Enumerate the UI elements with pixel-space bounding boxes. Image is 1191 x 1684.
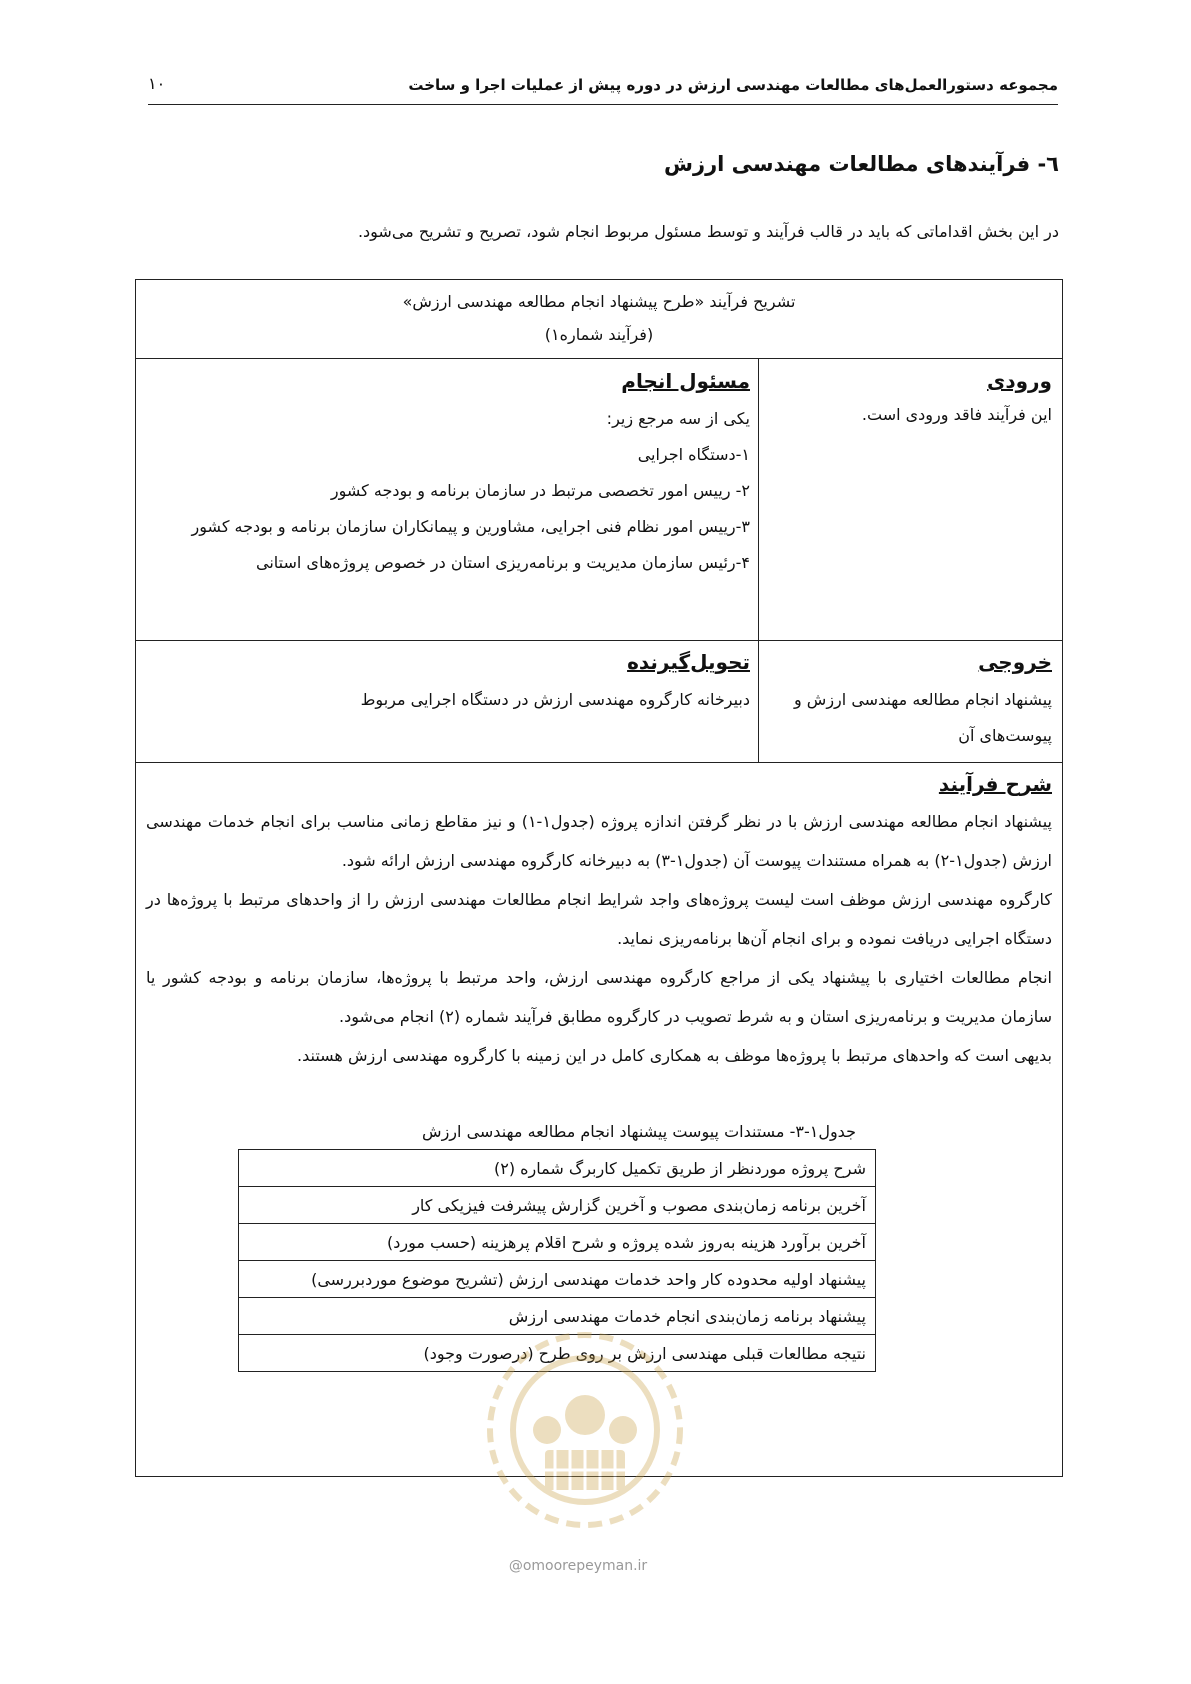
output-cell [767,642,1052,754]
process-caption-number: (فرآیند شماره۱) [544,325,654,344]
description-paragraph: پیشنهاد انجام مطالعه مهندسی ارزش با در نظر گرفتن اندازه پروژه (جدول۱-۱) و نیز مقاطع زمانی مناسب برای انجام خدمات مهندسی ارزش (جدول۱-۲) به همراه مستندات پیوست آن (جدول۱-۳) به دبیرخانه کارگروه مهندسی ارزش ارائه شود. [146,812,1052,870]
watermark-text: @omoorepeyman.ir [508,1558,648,1574]
process-caption-title: تشریح فرآیند «طرح پیشنهاد انجام مطالعه مهندسی ارزش» [402,292,796,311]
recipient-label: تحویل‌گیرنده [627,650,750,674]
section-intro: در این بخش اقداماتی که باید در قالب فرآیند و توسط مسئول مربوط انجام شود، تصریح و تشریح می‌شود. [357,222,1059,241]
table-cell: آخرین برآورد هزینه به‌روز شده پروژه و شرح اقلام پرهزینه (حسب مورد) [239,1224,876,1261]
output-text: پیشنهاد انجام مطالعه مهندسی ارزش و پیوست‌های آن [793,690,1052,745]
table-cell: پیشنهاد برنامه زمان‌بندی انجام خدمات مهندسی ارزش [239,1298,876,1335]
description-cell [146,766,1052,1075]
page-number: ۱۰ [148,74,166,93]
responsible-line: یکی از سه مرجع زیر: [606,409,750,428]
output-label: خروجی [978,650,1052,674]
responsible-line: ۴-رئیس سازمان مدیریت و برنامه‌ریزی استان در خصوص پروژه‌های استانی [255,553,750,572]
description-paragraph: انجام مطالعات اختیاری با پیشنهاد یکی از مراجع کارگروه مهندسی ارزش، واحد مرتبط با پروژه‌ها، سازمان برنامه و بودجه کشور یا سازمان مدیریت و برنامه‌ریزی استان و به شرط تصویب در کارگروه مطابق فرآیند شماره (۲) انجام می‌شود. [146,968,1052,1026]
table-row [239,1224,876,1261]
table-cell: شرح پروژه موردنظر از طریق تکمیل کاربرگ شماره (۲) [239,1150,876,1187]
column-divider [758,640,759,762]
table-row [239,1187,876,1224]
output-recipient-row [136,640,1062,763]
table-cell: نتیجه مطالعات قبلی مهندسی ارزش بر روی طرح (درصورت وجود) [239,1335,876,1372]
responsible-line: ۲- رییس امور تخصصی مرتبط در سازمان برنامه و بودجه کشور [330,481,750,500]
section-title: ٦- فرآیندهای مطالعات مهندسی ارزش [664,152,1059,176]
responsible-line: ۳-رییس امور نظام فنی اجرایی، مشاورین و پیمانکاران سازمان برنامه و بودجه کشور [191,517,750,536]
process-caption [136,280,1062,359]
input-cell [767,361,1052,429]
description-label: شرح فرآیند [938,772,1052,796]
input-text: این فرآیند فاقد ورودی است. [861,405,1052,424]
responsible-label: مسئول انجام [621,369,750,393]
page-header [148,68,1058,105]
table-row [239,1261,876,1298]
column-divider [758,359,759,640]
recipient-cell [146,642,750,718]
input-responsible-row [136,359,1062,641]
watermark-logo-icon [475,1320,695,1540]
input-label: ورودی [987,369,1052,393]
process-table [135,279,1063,1477]
responsible-line: ۱-دستگاه اجرایی [637,445,750,464]
attachments-caption: جدول۱-۳- مستندات پیوست پیشنهاد انجام مطالعه مهندسی ارزش [422,1122,856,1141]
table-row [239,1150,876,1187]
responsible-cell [146,361,750,581]
table-cell: پیشنهاد اولیه محدوده کار واحد خدمات مهندسی ارزش (تشریح موضوع موردبررسی) [239,1261,876,1298]
description-paragraph: کارگروه مهندسی ارزش موظف است لیست پروژه‌های واجد شرایط انجام مطالعات مهندسی ارزش را از واحدهای مرتبط با پروژه‌ها در دستگاه اجرایی دریافت نموده و برای انجام آن‌ها برنامه‌ریزی نماید. [146,890,1052,948]
header-title: مجموعه دستورالعمل‌های مطالعات مهندسی ارزش در دوره پیش از عملیات اجرا و ساخت [408,76,1058,94]
recipient-text: دبیرخانه کارگروه مهندسی ارزش در دستگاه اجرایی مربوط [360,690,750,709]
description-paragraph: بدیهی است که واحدهای مرتبط با پروژه‌ها موظف به همکاری کامل در این زمینه با کارگروه مهندسی ارزش هستند. [297,1046,1052,1065]
table-cell: آخرین برنامه زمان‌بندی مصوب و آخرین گزارش پیشرفت فیزیکی کار [239,1187,876,1224]
